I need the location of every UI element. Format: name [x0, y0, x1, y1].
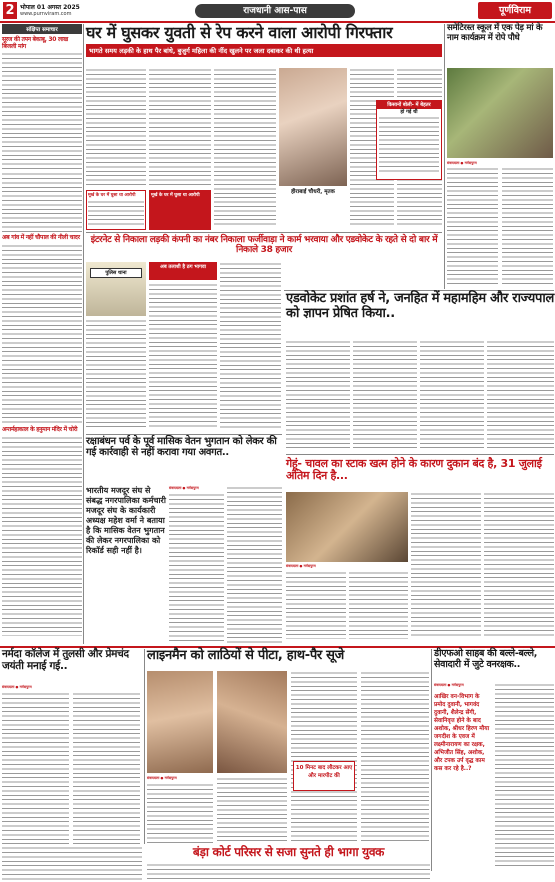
salary-story [86, 436, 282, 644]
lead-photo-caption: हीराबाई चौधरी, मृतक [291, 189, 335, 195]
dfo-story [434, 649, 554, 871]
brief1-body-cont [2, 172, 82, 232]
scam-body-col2 [149, 283, 217, 429]
farmer-box [376, 100, 442, 180]
lead-rule [86, 232, 442, 233]
masthead-website[interactable]: www.purnviram.com [20, 11, 72, 17]
tribute-body-col3 [420, 340, 484, 450]
college-story [2, 649, 142, 871]
lineman-body-col4 [361, 671, 429, 843]
brief2-body [2, 244, 82, 424]
college-body-col2 [73, 692, 140, 870]
lineman-headline: लाइनमैन को लाठियों से पीटा, हाथ-पैर सूजे [147, 648, 344, 663]
police-station-sign: पुलिस थाना [90, 268, 142, 278]
lead-body-col1 [86, 68, 146, 188]
salary-body-col1 [169, 493, 224, 643]
lineman-box-title: 10 मिनट बाद लौटकर आए और मारपीट की [295, 765, 353, 779]
lineman-body-col1 [147, 783, 213, 843]
lead-subhead: भागते समय लड़की के हाथ पैर बांधे, बुजुर्ग महिला की नींद खुलने पर जला दबाकर की थी हत्या [86, 44, 442, 57]
salary-headline: रक्षाबंधन पर्व के पूर्व मासिक वेतन भुगतान को लेकर की गई कार्रवाही से नहीं करावा गया अवगत.. [86, 436, 277, 459]
lead-body-col3 [214, 68, 276, 228]
farmer-box-body [379, 116, 439, 174]
farmer-box-title: किसानों बोली- में बेहतर [377, 101, 441, 109]
dfo-dateline: संवाददाता ● नर्मदापुरम [434, 683, 464, 687]
lead-red-box-text: मूर्ख के घर में घुसा था आरोपी [151, 193, 200, 198]
page-number: 2 [3, 2, 17, 19]
college-body-col1 [2, 692, 69, 870]
brief3-body [2, 436, 82, 636]
lineman-injury-photo [147, 671, 213, 773]
tribute-body-col4 [487, 340, 554, 450]
grain-body-col4 [484, 492, 554, 639]
lineman-box [293, 761, 355, 791]
scam-highlight-box [149, 262, 217, 280]
scam-headline: इंटरनेट से निकाला लड़की कंपनी का नंबर निकाला फर्जीवाड़ा ने कार्म भरवाया और एडवोकेट के रहते से दो बार में निकाले 38 हजार [90, 235, 438, 256]
tribute-story [286, 292, 554, 642]
salary-rule [86, 434, 282, 435]
scam-body-col3 [220, 262, 281, 429]
tribute-body-col2 [353, 340, 417, 450]
college-headline: नर्मदा कॉलेज में तुलसी और प्रेमचंद जयंती मनाई गई.. [2, 648, 129, 672]
police-station-photo [86, 262, 146, 316]
bottom-right-divider [431, 649, 432, 871]
salary-body-col2 [227, 486, 282, 643]
brief1-body [2, 52, 82, 170]
tribute-headline: एडवोकेट प्रशांत हर्ष ने, जनहित में महामहिम और राज्यपाल को ज्ञापन प्रेषित किया.. [286, 291, 554, 321]
grain-headline: गेहूं- चावल का स्टाक खत्म होने के कारण दुकान बंद है, 31 जुलाई अंतिम दिन है... [286, 457, 542, 483]
lead-highlight-text [88, 200, 144, 228]
teacher-body-2 [502, 167, 553, 287]
teacher-photo [447, 68, 553, 158]
left-column-header: संक्षिप्त समाचार [2, 24, 82, 34]
bottom-left-divider [144, 649, 145, 844]
teacher-headline: समेटिरस्त स्कूल में एक पेड़ मां के नाम कार्यक्रम में रोपे पौधे [447, 23, 543, 43]
dfo-body [495, 683, 554, 869]
section-banner: राजधानी आस-पास [195, 4, 355, 18]
lineman-story [147, 649, 429, 844]
lead-headline: घर में घुसकर युवती से रेप करने वाला आरोपी गिरफ्तार [86, 23, 393, 42]
lead-photo-victim [279, 68, 347, 186]
tribute-body-col1 [286, 340, 350, 450]
court-story [2, 846, 430, 880]
teacher-dateline: संवाददाता ● नर्मदापुरम [447, 161, 477, 165]
teacher-story [447, 24, 553, 289]
lead-highlight-label: मूर्ख के घर में घुसा था आरोपी [88, 193, 136, 198]
grain-body-col1 [286, 571, 346, 639]
grain-body-col2 [349, 571, 408, 639]
court-body-right [147, 863, 430, 880]
lead-red-box [149, 190, 211, 230]
right-column-divider [444, 24, 445, 289]
lineman-body-col2 [217, 777, 287, 843]
scam-highlight-label: अब तलाशी है ठग भागवा [160, 264, 206, 270]
salary-quote: भारतीय मजदूर संघ से संबद्ध नगरपालिका कर्मचारी मजदूर संघ के कार्यकारी अध्यक्ष महेश वर्मा ने बताया है कि मासिक वेतन भुगतान की लेकर नगरपालिका को रिकॉर्ड सही नहीं है। [86, 486, 166, 555]
masthead [0, 0, 555, 22]
grain-rule [286, 454, 554, 455]
teacher-body [447, 167, 498, 287]
lead-highlight-box [86, 190, 146, 230]
lineman-dateline: संवाददाता ● नर्मदापुरम [147, 776, 177, 780]
brief2-title: अब गांव में नहीं चौपाल की नीली चादर [2, 234, 80, 242]
lineman-injury-photo-2 [217, 671, 287, 773]
college-dateline: संवाददाता ● नर्मदापुरम [2, 685, 32, 689]
masthead-date: भोपाल 01 अगस्त 2025 [20, 4, 80, 11]
dfo-headline: डीएफओ साहब की बल्ले-बल्ले, सेवादारी में जुटे वनरक्षक.. [434, 648, 538, 670]
paper-name: पूर्णविराम [478, 2, 552, 19]
scam-story [86, 262, 281, 432]
court-headline: बंड़ा कोर्ट परिसर से सजा सुनते ही भागा युवक [192, 845, 385, 859]
grain-dateline: संवाददाता ● नर्मदापुरम [286, 564, 316, 568]
lineman-body-col3 [291, 671, 357, 843]
lead-body-col2 [149, 68, 211, 188]
court-body-left [2, 846, 142, 880]
left-column-divider [83, 24, 84, 644]
salary-dateline: संवाददाता ● नर्मदापुरम [169, 486, 199, 490]
left-column [2, 24, 82, 644]
brief1-title: सूरज की तपन बेकाबू, 30 लाख बिजली मांग [2, 36, 68, 50]
grain-body-col3 [411, 492, 481, 639]
scam-body-col1 [86, 319, 146, 429]
dfo-quote: आखिर वन-विभाग के प्रमोद दुवानी, भागवंद दुवानी, शैलेन्द्र सेंगी, सेवानिवृत्त होने के बाद अशोक, श्रीधर हिरण मौया जगदीश के एवज में लक्ष्मीनारायण का रक्षक, अभिजीत सिंह, अशोक, और टपक उर्प वृद्ध काम कस कर रहे है..? [434, 694, 490, 772]
grain-shop-photo [286, 492, 408, 562]
farmer-box-subtitle: हो गई थी [400, 109, 418, 115]
brief3-title: अन्तर्महाकाल के हनुमान मंदिर में चोरी [2, 426, 78, 434]
